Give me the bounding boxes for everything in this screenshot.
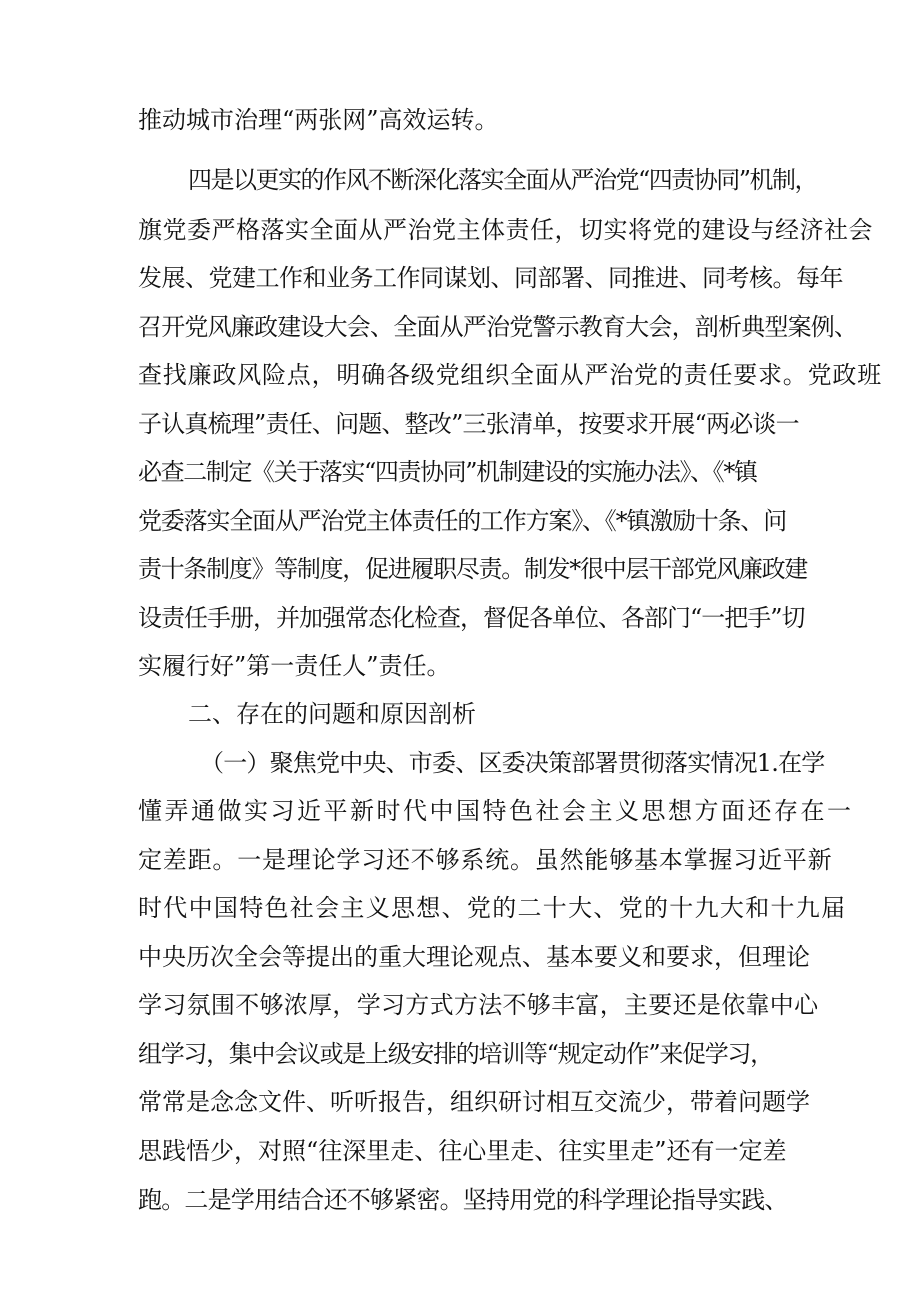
text-line: [0, 937, 920, 977]
text-line: [0, 646, 920, 686]
line-text: 学习氛围不够浓厚，学习方式方法不够丰富，主要还是依靠中心: [138, 991, 819, 1019]
line-text: 召开党风廉政建设大会、全面从严治党警示教育大会，剖析典型案例、: [138, 313, 858, 341]
line-text: 推动城市治理“两张网”高效运转。: [138, 106, 499, 134]
section-heading: [0, 694, 920, 734]
line-text: 四是以更实的作风不断深化落实全面从严治党“四责协同”机制，: [188, 166, 818, 194]
line-text: 二、存在的问题和原因剖析: [188, 700, 476, 728]
text-line: [0, 549, 920, 589]
line-text: 常常是念念文件、听听报告，组织研讨相互交流少，带着问题学: [138, 1088, 810, 1116]
line-text: 实履行好”第一责任人”责任。: [138, 652, 451, 680]
line-text: 子认真梳理”责任、问题、整改”三张清单，按要求开展“两必谈一: [138, 410, 799, 438]
line-text: 查找廉政风险点，明确各级党组织全面从严治党的责任要求。党政班: [138, 361, 882, 389]
text-line: [0, 1131, 920, 1171]
text-line: [0, 598, 920, 638]
text-line: [0, 404, 920, 444]
text-line: [0, 501, 920, 541]
text-line: [0, 985, 920, 1025]
line-text: 设责任手册，并加强常态化检查，督促各单位、各部门“一把手”切: [138, 604, 805, 632]
text-line: [0, 258, 920, 298]
text-line: [0, 840, 920, 880]
text-line: [0, 355, 920, 395]
text-line: [0, 307, 920, 347]
text-line: [0, 1180, 920, 1220]
line-text: 中央历次全会等提出的重大理论观点、基本要义和要求，但理论: [138, 943, 810, 971]
line-text: 发展、党建工作和业务工作同谋划、同部署、同推进、同考核。每年: [138, 264, 843, 292]
text-line: [0, 888, 920, 928]
text-line: [0, 1082, 920, 1122]
text-line: [0, 210, 920, 250]
text-line: [0, 743, 920, 783]
text-line: [0, 452, 920, 492]
line-text: 跑。二是学用结合还不够紧密。坚持用党的科学理论指导实践、: [138, 1186, 788, 1214]
line-text: 定差距。一是理论学习还不够系统。虽然能够基本掌握习近平新: [138, 846, 833, 874]
line-text: 旗党委严格落实全面从严治党主体责任，切实将党的建设与经济社会: [138, 216, 873, 244]
line-text: 组学习，集中会议或是上级安排的培训等“规定动作”来促学习，: [138, 1040, 773, 1068]
text-line: [0, 160, 920, 200]
line-text: 懂弄通做实习近平新时代中国特色社会主义思想方面还存在一: [138, 797, 854, 825]
line-text: 时代中国特色社会主义思想、党的二十大、党的十九大和十九届: [138, 894, 847, 922]
text-line: [0, 1034, 920, 1074]
line-text: 必查二制定《关于落实“四责协同”机制建设的实施办法》、《*镇: [138, 458, 757, 486]
line-text: 党委落实全面从严治党主体责任的工作方案》、《*镇激励十条、问: [138, 507, 786, 535]
text-line: [0, 791, 920, 831]
line-text: 思践悟少，对照“往深里走、往心里走、往实里走”还有一定差: [138, 1137, 787, 1165]
line-text: （一）聚焦党中央、市委、区委决策部署贯彻落实情况1.在学: [200, 749, 825, 777]
line-text: 责十条制度》等制度，促进履职尽责。制发*很中层干部党风廉政建: [138, 555, 807, 583]
text-line: [0, 100, 920, 140]
